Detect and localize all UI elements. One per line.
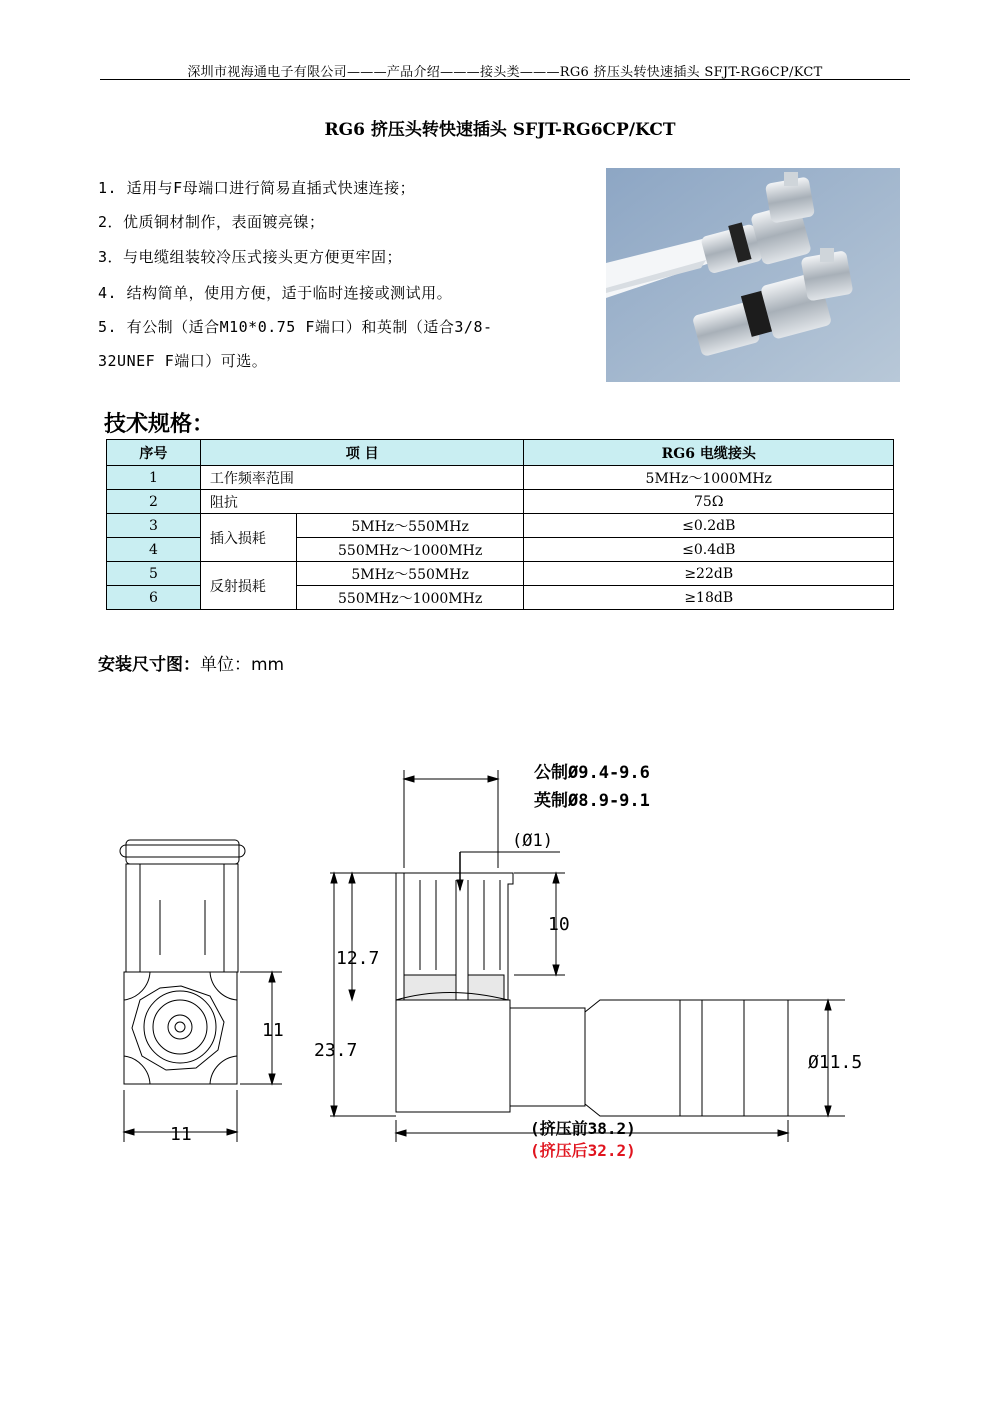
row-value: ≥22dB xyxy=(524,562,894,586)
dim-side-11: 11 xyxy=(262,1020,284,1041)
dimension-drawing xyxy=(0,700,1000,1180)
row-no: 1 xyxy=(107,466,201,490)
dim-metric: 公制Ø9.4-9.6 xyxy=(534,763,650,783)
row-value: 5MHz～1000MHz xyxy=(524,466,894,490)
dim-12-7: 12.7 xyxy=(336,948,380,969)
end-view xyxy=(120,840,282,1142)
row-no: 3 xyxy=(107,514,201,538)
row-value: ≤0.4dB xyxy=(524,538,894,562)
dim-heading-unit: 单位：mm xyxy=(200,655,285,675)
header-text: 深圳市视海通电子有限公司———产品介绍———接头类———RG6 挤压头转快速插头 SFJT-RG6CP/KCT xyxy=(187,65,823,80)
product-photo xyxy=(606,168,900,382)
dim-heading xyxy=(98,650,284,675)
row-no: 6 xyxy=(107,586,201,610)
header-no: 序号 xyxy=(107,440,201,466)
header-value: RG6 电缆接头 xyxy=(524,440,894,466)
row-item: 工作频率范围 xyxy=(200,466,524,490)
row-sub: 5MHz～550MHz xyxy=(296,562,524,586)
table-row xyxy=(107,514,894,538)
dim-imperial: 英制Ø8.9-9.1 xyxy=(534,791,650,811)
dim-pin: (Ø1) xyxy=(512,831,553,851)
feature-1: 1. 适用与F母端口进行简易直插式快速连接； xyxy=(98,179,416,197)
row-no: 4 xyxy=(107,538,201,562)
dim-bottom-11: 11 xyxy=(170,1124,192,1145)
dim-dia-11-5: Ø11.5 xyxy=(808,1052,863,1073)
dim-after: (挤压后32.2) xyxy=(530,1141,636,1160)
feature-5: 5. 有公制（适合M10*0.75 F端口）和英制（适合3/8- xyxy=(98,318,493,336)
dim-10: 10 xyxy=(548,914,570,935)
table-row xyxy=(107,490,894,514)
header-divider xyxy=(100,79,910,80)
spec-table xyxy=(106,439,894,610)
row-sub: 550MHz～1000MHz xyxy=(296,586,524,610)
dim-heading-bold: 安装尺寸图： xyxy=(98,655,200,675)
feature-2: 2．优质铜材制作，表面镀亮镍； xyxy=(98,213,325,231)
dim-before: (挤压前38.2) xyxy=(530,1119,636,1138)
row-group: 插入损耗 xyxy=(200,514,296,562)
side-view xyxy=(330,770,845,1142)
table-row xyxy=(107,562,894,586)
row-value: 75Ω xyxy=(524,490,894,514)
row-sub: 550MHz～1000MHz xyxy=(296,538,524,562)
row-value: ≥18dB xyxy=(524,586,894,610)
row-no: 2 xyxy=(107,490,201,514)
feature-5-cont: 32UNEF F端口）可选。 xyxy=(98,352,268,370)
row-sub: 5MHz～550MHz xyxy=(296,514,524,538)
row-item: 阻抗 xyxy=(200,490,524,514)
feature-4: 4. 结构简单，使用方便，适于临时连接或测试用。 xyxy=(98,284,453,302)
row-value: ≤0.2dB xyxy=(524,514,894,538)
header-item: 项 目 xyxy=(200,440,524,466)
dim-23-7: 23.7 xyxy=(314,1040,358,1061)
row-no: 5 xyxy=(107,562,201,586)
table-header-row xyxy=(107,440,894,466)
page-title: RG6 挤压头转快速插头 SFJT-RG6CP/KCT xyxy=(324,120,676,140)
feature-3: 3．与电缆组装较冷压式接头更方便更牢固； xyxy=(98,248,403,266)
row-group: 反射损耗 xyxy=(200,562,296,610)
spec-heading: 技术规格： xyxy=(104,412,215,437)
table-row xyxy=(107,466,894,490)
